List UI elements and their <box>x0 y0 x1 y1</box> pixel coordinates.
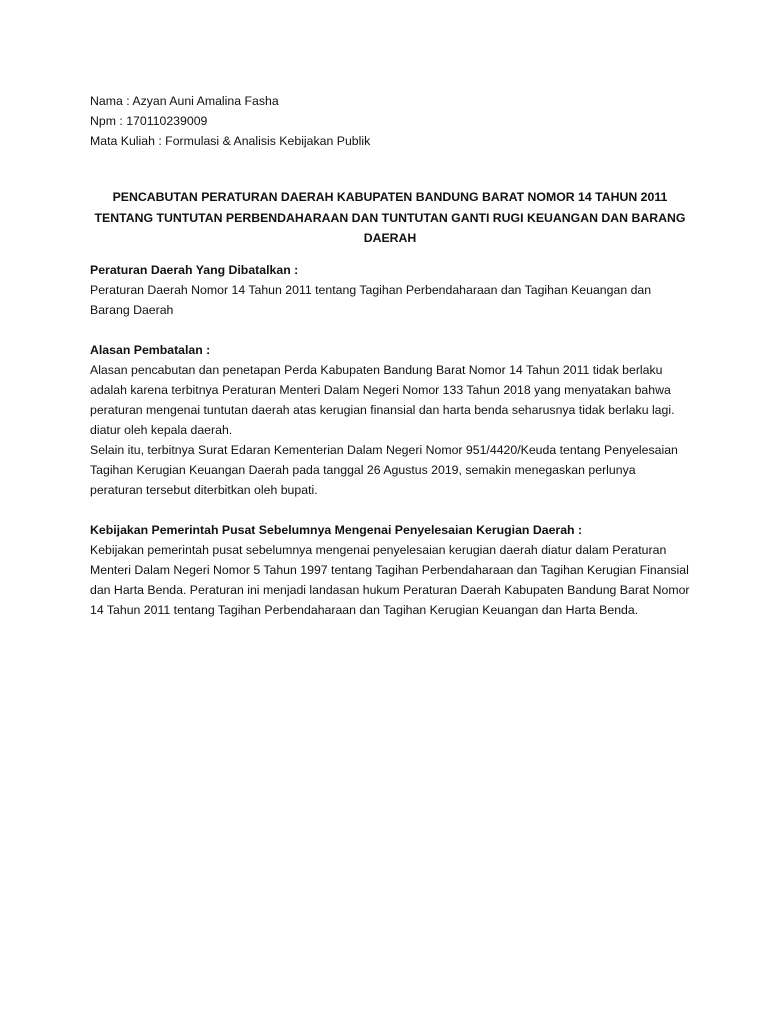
section-heading: Peraturan Daerah Yang Dibatalkan : <box>90 262 299 277</box>
section-revoked-regulation <box>90 260 690 320</box>
section-heading: Kebijakan Pemerintah Pusat Sebelumnya Mengenai Penyelesaian Kerugian Daerah : <box>90 522 583 537</box>
student-info <box>90 91 690 151</box>
document-title <box>90 187 690 249</box>
title-line-2: TENTANG TUNTUTAN PERBENDAHARAAN DAN TUNTUTAN GANTI RUGI KEUANGAN DAN BARANG <box>94 210 686 225</box>
section-paragraph: Alasan pencabutan dan penetapan Perda Kabupaten Bandung Barat Nomor 14 Tahun 2011 tidak berlaku adalah karena terbitnya Peraturan Menteri Dalam Negeri Nomor 133 Tahun 2018 yang menyatakan bahwa peraturan mengenai tuntutan daerah atas kerugian finansial dan harta benda seharusnya tidak berlaku lagi. diatur oleh kepala daerah. <box>90 362 675 437</box>
section-previous-policy <box>90 520 690 620</box>
section-paragraph: Peraturan Daerah Nomor 14 Tahun 2011 tentang Tagihan Perbendaharaan dan Tagihan Keuangan dan Barang Daerah <box>90 282 652 317</box>
section-paragraph: Kebijakan pemerintah pusat sebelumnya mengenai penyelesaian kerugian daerah diatur dalam Peraturan Menteri Dalam Negeri Nomor 5 Tahun 1997 tentang Tagihan Perbendaharaan dan Tagihan Kerugian Finansial dan Harta Benda. Peraturan ini menjadi landasan hukum Peraturan Daerah Kabupaten Bandung Barat Nomor 14 Tahun 2011 tentang Tagihan Perbendaharaan dan Tagihan Kerugian Keuangan dan Harta Benda. <box>90 542 690 617</box>
student-npm: Npm : 170110239009 <box>90 114 208 128</box>
title-line-1: PENCABUTAN PERATURAN DAERAH KABUPATEN BANDUNG BARAT NOMOR 14 TAHUN 2011 <box>112 190 668 204</box>
section-paragraph: Selain itu, terbitnya Surat Edaran Kementerian Dalam Negeri Nomor 951/4420/Keuda tentang Penyelesaian Tagihan Kerugian Keuangan Daerah pada tanggal 26 Agustus 2019, semakin menegaskan perlunya peraturan tersebut diterbitkan oleh bupati. <box>90 442 678 497</box>
document-page <box>90 91 690 620</box>
section-heading: Alasan Pembatalan : <box>90 342 211 357</box>
course-name: Mata Kuliah : Formulasi & Analisis Kebijakan Publik <box>90 134 371 148</box>
title-line-3: DAERAH <box>363 231 417 245</box>
section-revocation-reason <box>90 340 690 500</box>
student-name: Nama : Azyan Auni Amalina Fasha <box>90 94 279 108</box>
